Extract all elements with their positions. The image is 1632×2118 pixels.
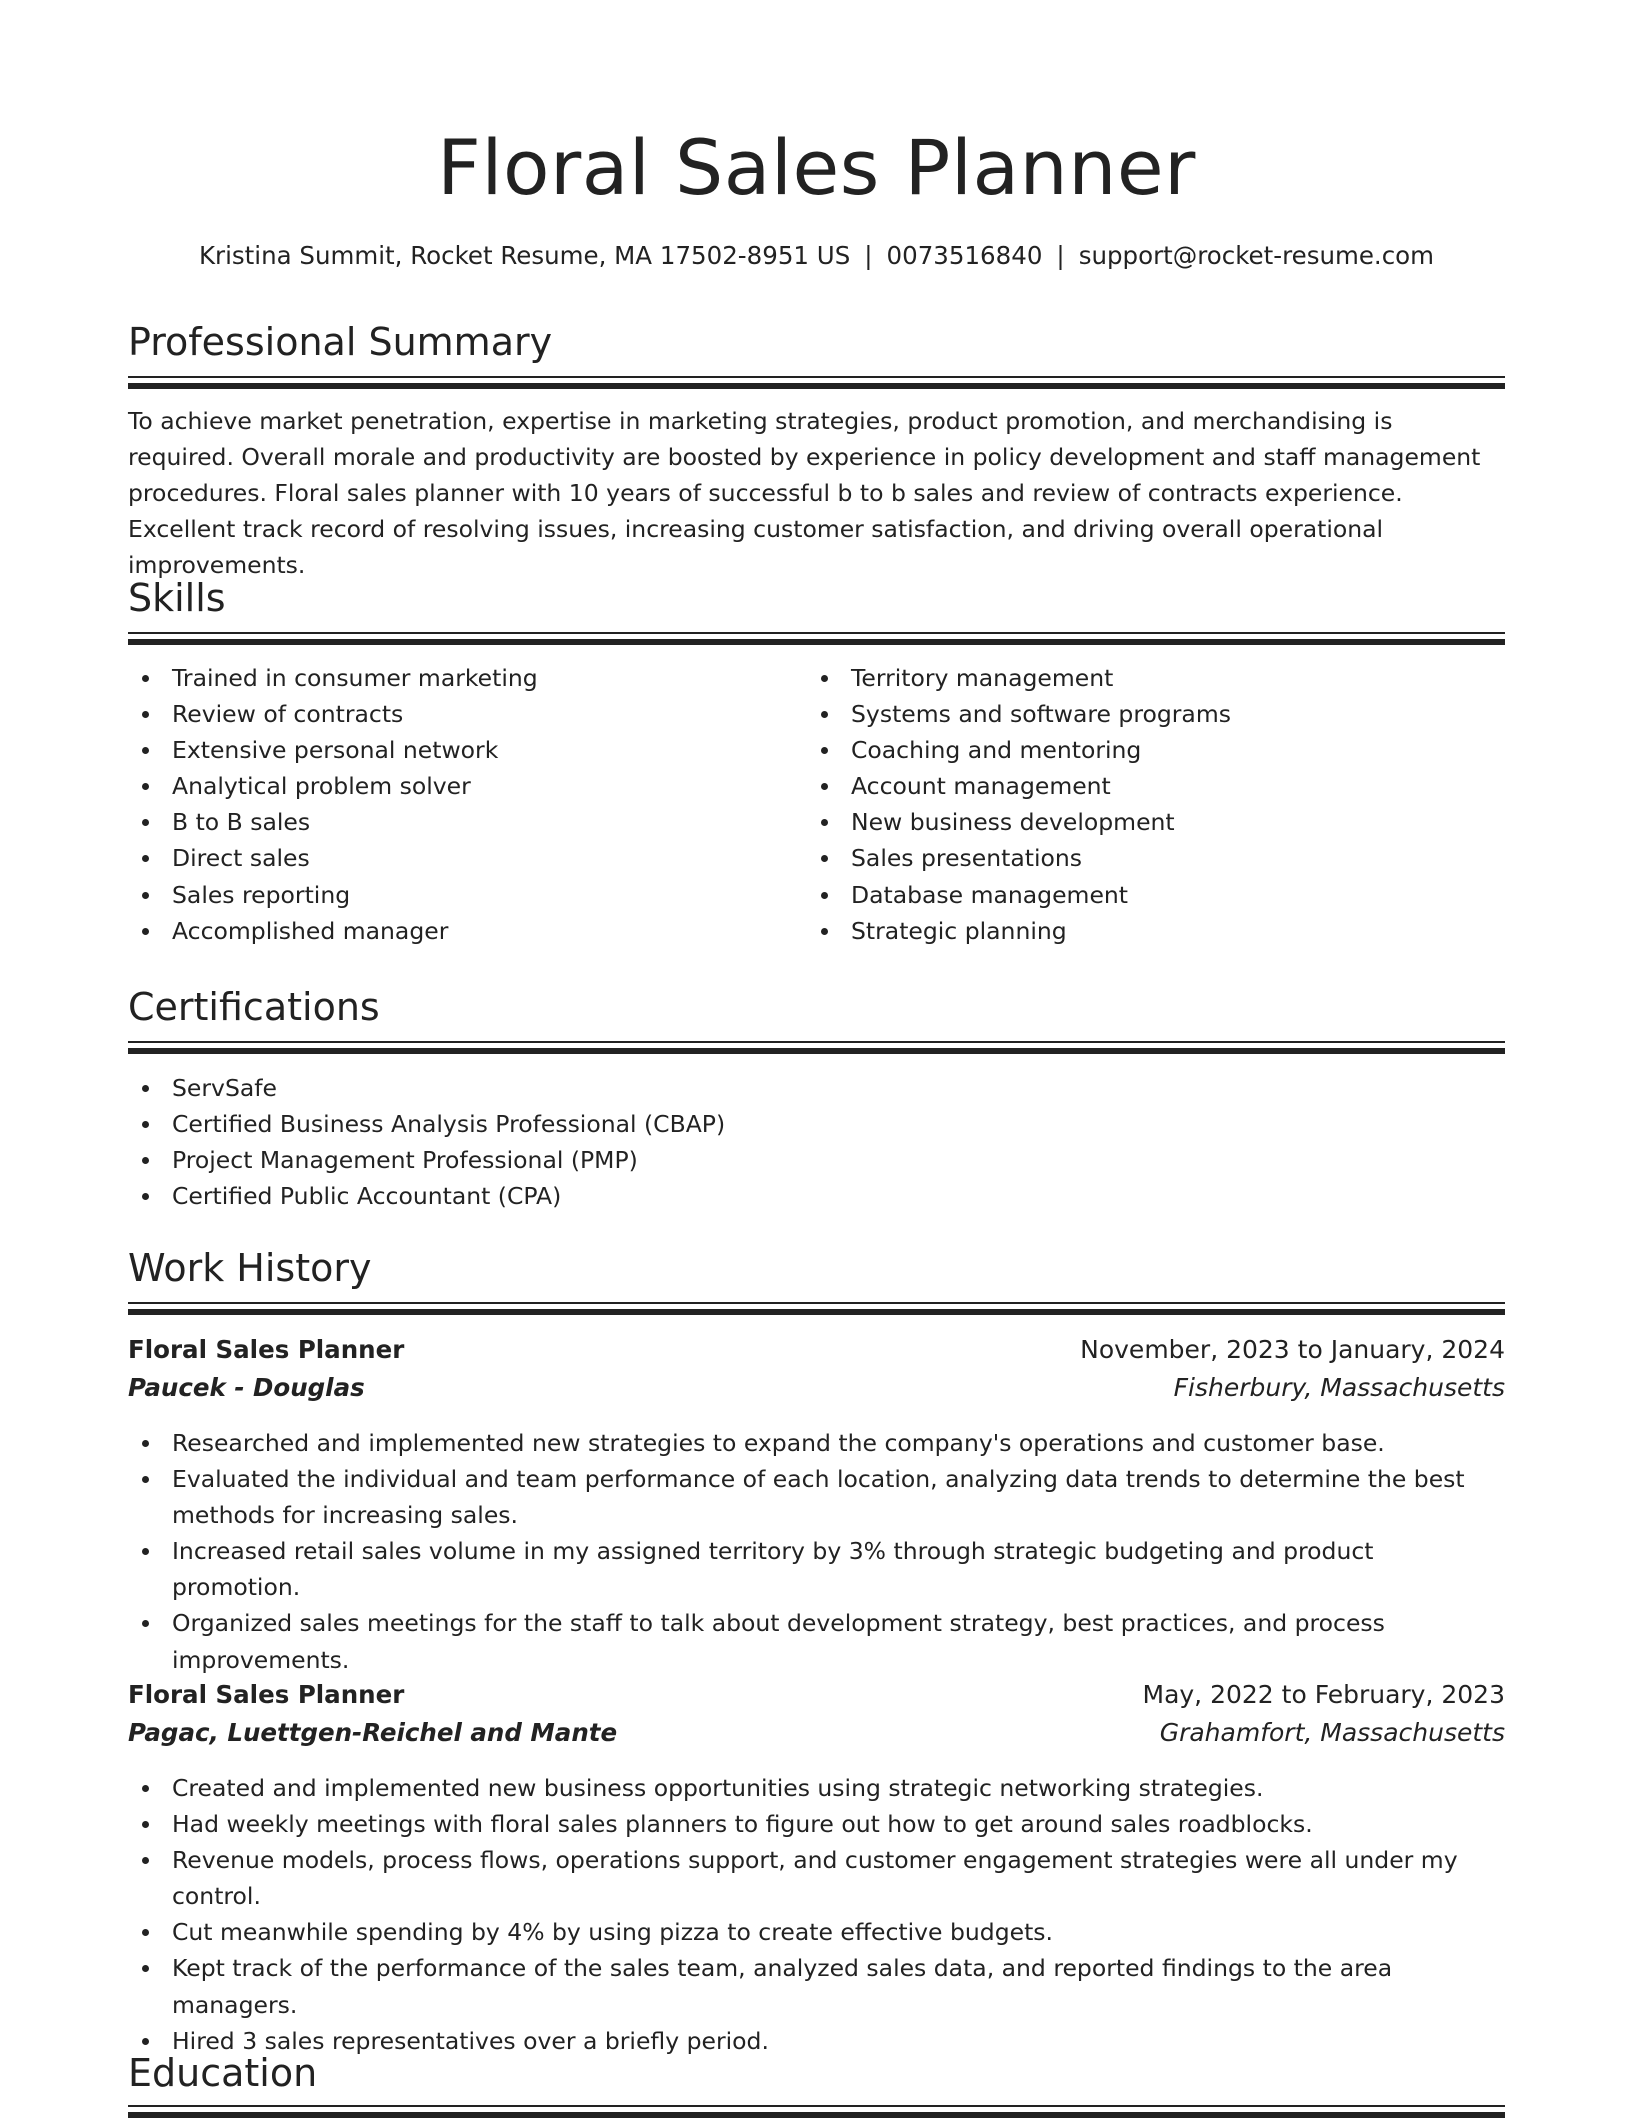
list-item: Evaluated the individual and team performance of each location, analyzing data trends to determine the best methods for increasing sales. xyxy=(128,1461,1505,1533)
job-dates: May, 2022 to February, 2023 xyxy=(1142,1680,1505,1709)
list-item: Cut meanwhile spending by 4% by using pizza to create effective budgets. xyxy=(128,1914,1505,1950)
section-divider xyxy=(128,632,1505,645)
list-item: Organized sales meetings for the staff to talk about development strategy, best practices, and process improvements. xyxy=(128,1605,1505,1677)
section-divider xyxy=(128,1041,1505,1054)
summary-text: To achieve market penetration, expertise in marketing strategies, product promotion, and merchandising is required. Overall morale and productivity are boosted by experience in policy development and staff management procedures. Floral sales planner with 10 years of successful b to b sales and review of contracts experience. Excellent track record of resolving issues, increasing customer satisfaction, and driving overall operational improvements. xyxy=(128,407,1481,579)
section-heading-summary: Professional Summary xyxy=(128,320,553,364)
resume-title: Floral Sales Planner xyxy=(437,123,1196,212)
list-item: ServSafe xyxy=(128,1070,1505,1106)
section-heading-skills: Skills xyxy=(128,576,226,620)
list-item: Review of contracts xyxy=(128,696,788,732)
job-company: Paucek - Douglas xyxy=(128,1373,365,1402)
list-item: New business development xyxy=(807,804,1505,840)
list-item: Kept track of the performance of the sales team, analyzed sales data, and reported findings to the area managers. xyxy=(128,1950,1505,2022)
list-item: Certified Business Analysis Professional (CBAP) xyxy=(128,1106,1505,1142)
job-bullets xyxy=(128,1770,1505,2059)
list-item: Increased retail sales volume in my assigned territory by 3% through strategic budgeting and product promotion. xyxy=(128,1533,1505,1605)
list-item: Territory management xyxy=(807,660,1505,696)
list-item: Systems and software programs xyxy=(807,696,1505,732)
job-bullets xyxy=(128,1425,1505,1678)
list-item: Trained in consumer marketing xyxy=(128,660,788,696)
list-item: Sales presentations xyxy=(807,840,1505,876)
list-item: Strategic planning xyxy=(807,913,1505,949)
skills-list-left xyxy=(128,660,788,949)
list-item: Project Management Professional (PMP) xyxy=(128,1142,1505,1178)
list-item: Accomplished manager xyxy=(128,913,788,949)
list-item: Researched and implemented new strategies to expand the company's operations and customer base. xyxy=(128,1425,1505,1461)
job-dates: November, 2023 to January, 2024 xyxy=(1080,1335,1505,1364)
contact-separator: | xyxy=(1056,241,1065,270)
list-item: Database management xyxy=(807,877,1505,913)
section-heading-certifications: Certifications xyxy=(128,985,380,1029)
list-item: Sales reporting xyxy=(128,877,788,913)
list-item: Extensive personal network xyxy=(128,732,788,768)
section-divider xyxy=(128,376,1505,389)
section-divider xyxy=(128,1302,1505,1315)
list-item: Certified Public Accountant (CPA) xyxy=(128,1178,1505,1214)
list-item: Account management xyxy=(807,768,1505,804)
list-item: B to B sales xyxy=(128,804,788,840)
certifications-list xyxy=(128,1070,1505,1214)
list-item: Hired 3 sales representatives over a briefly period. xyxy=(128,2023,1505,2059)
contact-separator: | xyxy=(864,241,873,270)
list-item: Direct sales xyxy=(128,840,788,876)
job-title: Floral Sales Planner xyxy=(128,1335,405,1364)
contact-phone: 0073516840 xyxy=(886,241,1043,270)
job-company: Pagac, Luettgen-Reichel and Mante xyxy=(128,1718,618,1747)
list-item: Created and implemented new business opportunities using strategic networking strategies. xyxy=(128,1770,1505,1806)
contact-line xyxy=(128,240,1505,272)
contact-address: Kristina Summit, Rocket Resume, MA 17502-8951 US xyxy=(198,241,851,270)
list-item: Coaching and mentoring xyxy=(807,732,1505,768)
list-item: Analytical problem solver xyxy=(128,768,788,804)
list-item: Had weekly meetings with floral sales planners to figure out how to get around sales roadblocks. xyxy=(128,1806,1505,1842)
section-divider xyxy=(128,2105,1505,2112)
section-heading-work: Work History xyxy=(128,1246,372,1290)
list-item: Revenue models, process flows, operations support, and customer engagement strategies were all under my control. xyxy=(128,1842,1505,1914)
section-heading-education: Education xyxy=(128,2051,318,2095)
skills-list-right xyxy=(807,660,1505,949)
contact-email: support@rocket-resume.com xyxy=(1078,241,1435,270)
job-location: Fisherbury, Massachusetts xyxy=(1173,1373,1505,1402)
job-title: Floral Sales Planner xyxy=(128,1680,405,1709)
job-location: Grahamfort, Massachusetts xyxy=(1159,1718,1505,1747)
